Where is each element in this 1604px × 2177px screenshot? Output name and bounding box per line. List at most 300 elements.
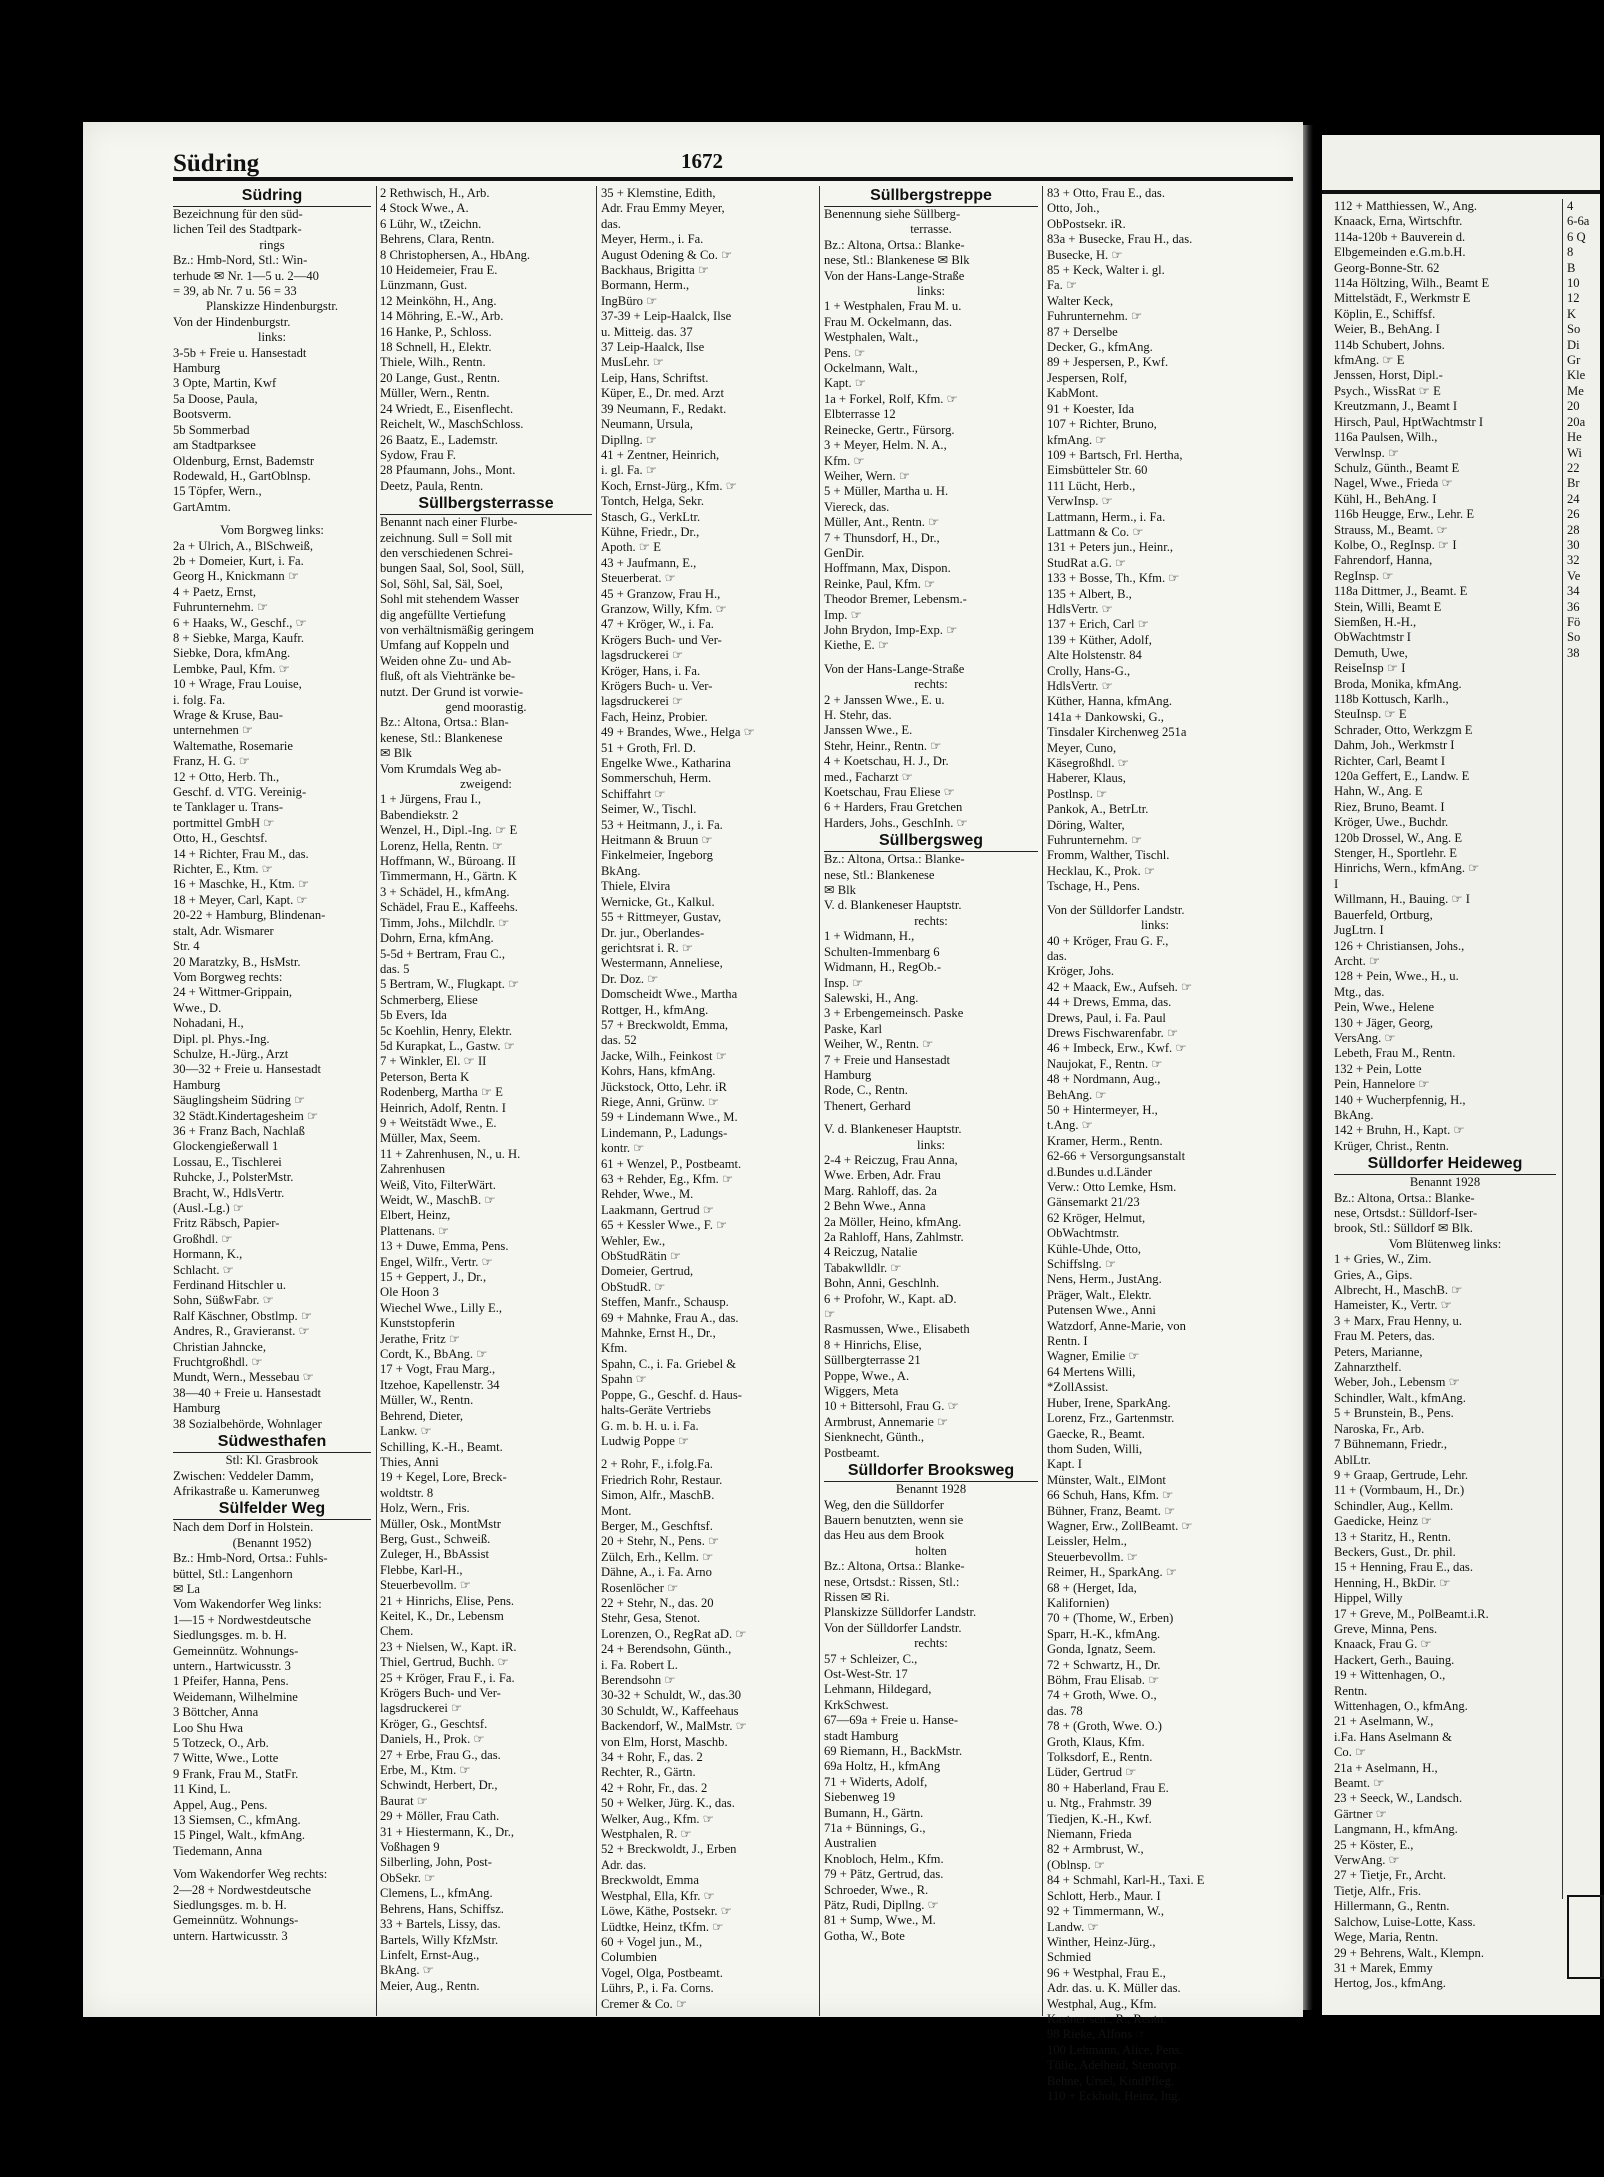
entry-line: Löwe, Käthe, Postsekr. ☞: [601, 1904, 732, 1919]
entry-line: Bootsverm.: [173, 407, 232, 422]
entry-line: Wwe. Erben, Adr. Frau: [824, 1168, 941, 1183]
entry-line: Von der Sülldorfer Landstr.: [1047, 902, 1185, 917]
entry-line: Lüdtke, Heinz, tKfm. ☞: [601, 1919, 724, 1934]
entry-line: Mont.: [601, 1503, 632, 1518]
entry-line: 133 + Bosse, Th., Kfm. ☞: [1047, 571, 1180, 586]
entry-line: 12 + Otto, Herb. Th.,: [173, 769, 280, 784]
entry-line: 118b Kottusch, Karlh.,: [1334, 692, 1449, 706]
entry-line: Bühner, Franz, Beamt. ☞: [1047, 1503, 1176, 1518]
entry-line: Großhdl. ☞: [173, 1231, 233, 1246]
entry-line: thom Suden, Willi,: [1047, 1441, 1143, 1456]
entry-line: Franz, H. G. ☞: [173, 754, 251, 769]
entry-line: u. Mitteig. das. 37: [601, 324, 693, 339]
entry-line: Albrecht, H., MaschB. ☞: [1334, 1283, 1463, 1298]
entry-line: 2 Rethwisch, H., Arb.: [380, 186, 490, 200]
entry-line: Dr. Doz. ☞: [601, 971, 659, 986]
entry-line: Gänsemarkt 21/23: [1047, 1195, 1140, 1210]
entry-line: Kunststopferin: [380, 1316, 455, 1331]
entry-line: Sydow, Frau F.: [380, 447, 456, 462]
entry-line: Bz.: Altona, Ortsa.: Blanke-: [824, 237, 965, 252]
entry-line: med., Facharzt ☞: [824, 769, 913, 784]
street-heading: Südring: [173, 186, 371, 207]
entry-line: Cordt, K., BbAng. ☞: [380, 1347, 488, 1362]
entry-line: 2 Behn Wwe., Anna: [824, 1199, 926, 1214]
entry-line: Berendsohn ☞: [601, 1673, 676, 1687]
entry-line: 38—40 + Freie u. Hansestadt: [173, 1385, 322, 1400]
entry-line: Bz.: Altona, Ortsa.: Blanke-: [824, 1559, 965, 1574]
entry-line: 5b Evers, Ida: [380, 1008, 447, 1023]
entry-line: Cremer & Co. ☞: [601, 1996, 688, 2011]
entry-line: 37 Leip-Haalck, Ilse: [601, 340, 705, 355]
entry-line: 91 + Koester, Ida: [1047, 401, 1135, 416]
entry-line: Lattmann, Herm., i. Fa.: [1047, 509, 1166, 524]
entry-line: Schädel, Frau E., Kaffeehs.: [380, 900, 518, 915]
entry-line: 6 + Harders, Frau Gretchen: [824, 800, 963, 815]
entry-line: Greve, Minna, Pens.: [1334, 1621, 1438, 1636]
entry-line: Lindemann, P., Ladungs-: [601, 1125, 728, 1140]
entry-line: Lebeth, Frau M., Rentn.: [1334, 1046, 1456, 1061]
entry-line: 38 Sozialbehörde, Wohnlager: [173, 1416, 322, 1431]
entry-line: Baurat ☞: [380, 1793, 429, 1808]
entry-line: Reichelt, W., MaschSchloss.: [380, 417, 524, 432]
entry-line: Tontch, Helga, Sekr.: [601, 494, 704, 509]
entry-line: Spahn, C., i. Fa. Griebel &: [601, 1356, 737, 1371]
entry-line: Gr: [1567, 353, 1581, 368]
entry-line: 26: [1567, 507, 1580, 522]
note-line: Benannt 1928: [895, 1482, 967, 1497]
entry-line: 142 + Bruhn, H., Kapt. ☞: [1334, 1123, 1465, 1138]
entry-line: Tolksdorf, E., Rentn.: [1047, 1750, 1153, 1765]
entry-line: Bracht, W., HdlsVertr.: [173, 1185, 285, 1200]
entry-line: Tiedemann, Anna: [173, 1843, 263, 1858]
entry-line: Babendiekstr. 2: [380, 807, 459, 822]
entry-line: 4 Reiczug, Natalie: [824, 1245, 918, 1260]
note-line: rechts:: [914, 677, 948, 692]
entry-line: ObWachtmstr.: [1047, 1226, 1120, 1241]
entry-line: Laakmann, Gertrud ☞: [601, 1202, 715, 1217]
entry-line: Frau M. Ockelmann, das.: [824, 314, 953, 329]
entry-line: Engelke Wwe., Katharina: [601, 756, 731, 771]
entry-line: 7 Bühnemann, Friedr.,: [1334, 1437, 1447, 1452]
entry-line: V. d. Blankeneser Hauptstr.: [824, 898, 962, 913]
entry-line: woldtstr. 8: [380, 1485, 434, 1500]
entry-line: Hamburg: [824, 1067, 872, 1082]
entry-line: Bartels, Willy KfzMstr.: [380, 1932, 499, 1947]
entry-line: 4: [1567, 199, 1574, 213]
entry-line: i.Fa. Hans Aselmann &: [1334, 1729, 1452, 1744]
entry-line: 70 + (Thome, W., Erben): [1047, 1611, 1174, 1626]
entry-line: 43 + Jaufmann, E.,: [601, 555, 697, 570]
entry-line: lichen Teil des Stadtpark-: [173, 222, 302, 237]
entry-line: 3 Böttcher, Anna: [173, 1705, 259, 1720]
entry-line: Hecklau, K., Prok. ☞: [1047, 863, 1156, 878]
entry-line: 114a Höltzing, Wilh., Beamt E: [1334, 276, 1490, 291]
entry-line: Stehr, Gesa, Stenot.: [601, 1611, 701, 1626]
entry-line: Elbert, Heinz,: [380, 1208, 451, 1223]
entry-line: Pankok, A., BetrLtr.: [1047, 802, 1149, 817]
entry-line: Küper, E., Dr. med. Arzt: [601, 386, 724, 401]
entry-line: Landw. ☞: [1047, 1919, 1099, 1934]
entry-line: So: [1567, 630, 1581, 645]
entry-line: Böhm, Frau Elisab. ☞: [1047, 1673, 1160, 1687]
entry-line: Gaecke, R., Beamt.: [1047, 1426, 1145, 1441]
street-heading: Süllbergstreppe: [824, 186, 1038, 207]
entry-line: Br: [1567, 476, 1580, 491]
entry-line: 84 + Schmahl, Karl-H., Taxi. E: [1047, 1873, 1205, 1888]
entry-line: Heitmann & Bruun ☞: [601, 833, 713, 848]
entry-line: 14 + Richter, Frau M., das.: [173, 846, 309, 861]
entry-line: das. 78: [1047, 1703, 1083, 1718]
entry-line: 27 + Tietje, Fr., Archt.: [1334, 1868, 1447, 1883]
entry-line: Neumann, Ursula,: [601, 417, 693, 432]
entry-line: Jerathe, Fritz ☞: [380, 1331, 461, 1346]
entry-line: Sol, Söhl, Sal, Säl, Soel,: [380, 576, 503, 591]
entry-line: Krögers Buch- und Ver-: [601, 632, 722, 647]
entry-line: Knaack, Erna, Wirtschftr.: [1334, 214, 1463, 229]
entry-line: Schilling, K.-H., Beamt.: [380, 1439, 503, 1454]
entry-line: Siebenweg 19: [824, 1790, 895, 1805]
entry-line: 29 + Möller, Frau Cath.: [380, 1809, 500, 1824]
entry-line: Heinrich, Adolf, Rentn. I: [380, 1100, 506, 1115]
entry-line: Bormann, Herm.,: [601, 278, 690, 293]
entry-line: kfmAng. ☞: [1047, 432, 1107, 447]
entry-line: das. 5: [380, 961, 410, 976]
entry-line: Dähne, A., i. Fa. Arno: [601, 1565, 712, 1580]
entry-line: Kohrs, Hans, kfmAng.: [601, 1064, 716, 1079]
entry-line: Armbrust, Annemarie ☞: [824, 1414, 949, 1429]
entry-line: Thiel, Gertrud, Buchh. ☞: [380, 1655, 509, 1670]
entry-line: 28: [1567, 522, 1580, 537]
entry-line: 27 + Erbe, Frau G., das.: [380, 1747, 501, 1762]
entry-line: Vom Wakendorfer Weg links:: [173, 1597, 322, 1612]
entry-line: 69a Holtz, H., kfmAng: [824, 1759, 941, 1774]
entry-line: 20-22 + Hamburg, Blindenan-: [173, 908, 326, 923]
entry-line: Schrader, Otto, Werkzgm E: [1334, 722, 1473, 737]
entry-line: Nohadani, H.,: [173, 1016, 244, 1031]
entry-line: Beamt. ☞: [1334, 1776, 1385, 1791]
entry-line: Müller, W., Rentn.: [380, 1393, 474, 1408]
entry-line: Frau M. Peters, das.: [1334, 1329, 1435, 1344]
note-line: links:: [1141, 918, 1169, 933]
entry-line: = 39, ab Nr. 7 u. 56 = 33: [173, 284, 297, 299]
entry-line: Loo Shu Hwa: [173, 1720, 243, 1735]
entry-line: 30: [1567, 537, 1580, 552]
entry-line: 15 Töpfer, Wern.,: [173, 484, 262, 499]
entry-line: untern., Hartwicusstr. 3: [173, 1658, 291, 1673]
entry-line: Bezeichnung für den süd-: [173, 207, 303, 221]
spacer: [1047, 895, 1263, 903]
entry-line: Vogel, Olga, Postbeamt.: [601, 1965, 723, 1980]
entry-line: 61 + Wenzel, P., Postbeamt.: [601, 1156, 742, 1171]
entry-line: Weiden ohne Zu- und Ab-: [380, 653, 512, 668]
entry-line: Apoth. ☞ E: [601, 540, 661, 555]
entry-line: 17 + Greve, M., PolBeamt.i.R.: [1334, 1606, 1489, 1621]
entry-line: Krüger, Christ., Rentn.: [1334, 1138, 1449, 1153]
entry-line: Flebbe, Karl-H.,: [380, 1562, 463, 1577]
entry-line: d.Bundes u.d.Länder: [1047, 1164, 1152, 1179]
entry-line: Granzow, Willy, Kfm. ☞: [601, 601, 727, 616]
entry-line: Pein, Wwe., Helene: [1334, 1000, 1435, 1015]
entry-line: Weg, den die Sülldorfer: [824, 1497, 944, 1512]
entry-line: Drews Fischwarenfabr. ☞: [1047, 1025, 1179, 1040]
entry-line: Koetschau, Frau Eliese ☞: [824, 785, 955, 800]
entry-line: Poppe, G., Geschf. d. Haus-: [601, 1387, 742, 1402]
entry-line: Welker, Aug., Kfm. ☞: [601, 1811, 714, 1826]
entry-line: 36: [1567, 599, 1580, 614]
entry-line: Siedlungsges. m. b. H.: [173, 1628, 287, 1643]
entry-line: 71a + Bünnings, G.,: [824, 1821, 926, 1836]
entry-line: 118a Dittmer, J., Beamt. E: [1334, 584, 1468, 599]
entry-line: Zahrenhusen: [380, 1162, 446, 1177]
entry-line: Finkelmeier, Ingeborg: [601, 848, 713, 863]
entry-line: Tschage, H., Pens.: [1047, 879, 1140, 894]
entry-line: stadt Hamburg: [824, 1728, 899, 1743]
entry-line: Dipl. pl. Phys.-Ing.: [173, 1031, 270, 1046]
entry-line: Backhaus, Brigitta ☞: [601, 263, 710, 278]
entry-line: i. gl. Fa. ☞: [601, 463, 658, 478]
directory-page: [83, 122, 1303, 2103]
entry-line: 82 + Armbrust, W.,: [1047, 1842, 1144, 1857]
entry-line: Jückstock, Otto, Lehr. iR: [601, 1079, 727, 1094]
entry-line: Naujokat, F., Rentn. ☞: [1047, 1056, 1163, 1071]
entry-line: Berg, Gust., Schweiß.: [380, 1531, 491, 1546]
column-divider: [376, 186, 377, 2016]
entry-line: Ost-West-Str. 17: [824, 1666, 908, 1681]
page-number: 1672: [681, 149, 723, 173]
entry-line: portmittel GmbH ☞: [173, 815, 275, 830]
entry-line: Knobloch, Helm., Kfm.: [824, 1851, 944, 1866]
entry-line: nese, Stl.: Blankenese: [824, 867, 935, 882]
entry-line: Vom Krumdals Weg ab-: [380, 761, 502, 776]
entry-line: Stenger, H., Sportlehr. E: [1334, 846, 1457, 861]
entry-line: ReiseInsp ☞ I: [1334, 661, 1406, 676]
entry-line: 116b Heugge, Erw., Lehr. E: [1334, 507, 1475, 522]
entry-line: 3 + Erbengemeinsch. Paske: [824, 1006, 964, 1021]
entry-line: Kolbe, O., RegInsp. ☞ I: [1334, 537, 1457, 552]
entry-line: Lattmann & Co. ☞: [1047, 524, 1144, 539]
entry-line: am Stadtparksee: [173, 438, 256, 453]
entry-line: Pätz, Rudi, Dipllng. ☞: [824, 1898, 939, 1913]
entry-line: Elbterrasse 12: [824, 407, 896, 422]
entry-line: Str. 4: [173, 939, 200, 954]
entry-line: Rodenberg, Martha ☞ E: [380, 1085, 503, 1100]
entry-line: Bauerfeld, Ortburg,: [1334, 907, 1433, 922]
entry-line: Gonda, Ignatz, Seem.: [1047, 1642, 1156, 1657]
entry-line: 69 Riemann, H., BackMstr.: [824, 1744, 963, 1758]
entry-line: ObSekr. ☞: [380, 1870, 436, 1885]
entry-line: Müller, Wern., Rentn.: [380, 386, 490, 401]
entry-line: Dipllng. ☞: [601, 432, 658, 447]
entry-line: Deetz, Paula, Rentn.: [380, 478, 484, 493]
entry-line: 15 + Henning, Frau E., das.: [1334, 1560, 1473, 1575]
entry-line: Elbgemeinden e.G.m.b.H.: [1334, 245, 1466, 260]
entry-line: Fuhrunternehm. ☞: [1047, 309, 1143, 324]
entry-line: Kfm. ☞: [824, 453, 865, 468]
entry-line: 78 + (Groth, Wwe. O.): [1047, 1719, 1162, 1734]
entry-line: Wi: [1567, 445, 1582, 460]
entry-line: Weidemann, Wilhelmine: [173, 1689, 298, 1704]
entry-line: 24 + Berendsohn, Günth.,: [601, 1642, 732, 1657]
entry-line: Zwischen: Veddeler Damm,: [173, 1468, 314, 1483]
entry-line: Dahm, Joh., Werkmstr I: [1334, 738, 1455, 753]
entry-line: 110 + Eckholt, Heinz, Ing.: [1047, 2088, 1181, 2103]
entry-line: Hackert, Gerh., Bauing.: [1334, 1652, 1455, 1667]
entry-line: BkAng.: [601, 863, 641, 878]
column-divider: [1562, 199, 1563, 1899]
entry-line: 141a + Dankowski, G.,: [1047, 709, 1164, 724]
entry-line: 5d Kurapkat, L., Gastw. ☞: [380, 1038, 515, 1053]
entry-line: 4 Stock Wwe., A.: [380, 201, 469, 216]
entry-line: Von der Hindenburgstr.: [173, 314, 291, 329]
entry-line: Hoffmann, Max, Dispon.: [824, 561, 951, 576]
entry-line: Süllbergterrasse 21: [824, 1353, 921, 1368]
entry-line: 24 + Wittmer-Grippain,: [173, 985, 293, 1000]
entry-line: StudRat a.G. ☞: [1047, 555, 1127, 570]
entry-line: Verw.: Otto Lemke, Hsm.: [1047, 1180, 1177, 1194]
entry-line: Stehr, Heinr., Rentn. ☞: [824, 738, 942, 753]
note-line: gend moorastig.: [445, 700, 527, 714]
entry-line: 51 + Groth, Frl. D.: [601, 740, 696, 755]
entry-line: Verwlnsp. ☞: [1334, 445, 1400, 460]
column-divider: [1042, 186, 1043, 2016]
entry-line: Weiher, W., Rentn. ☞: [824, 1037, 934, 1052]
entry-line: Berger, M., Geschftsf.: [601, 1518, 713, 1533]
entry-line: Strauss, M., Beamt. ☞: [1334, 522, 1448, 537]
entry-line: Müller, Max, Seem.: [380, 1131, 481, 1146]
entry-line: Gries, A., Gips.: [1334, 1267, 1413, 1282]
entry-line: Busecke, H. ☞: [1047, 247, 1123, 262]
entry-line: Poppe, Wwe., A.: [824, 1368, 910, 1383]
entry-line: Behrens, Hans, Schiffsz.: [380, 1901, 504, 1916]
entry-line: 15 + Geppert, J., Dr.,: [380, 1270, 487, 1285]
entry-line: Meyer, Herm., i. Fa.: [601, 232, 704, 247]
entry-line: 7 + Winkler, El. ☞ II: [380, 1054, 487, 1069]
note-line: Vom Blütenweg links:: [1388, 1236, 1502, 1251]
entry-line: lagsdruckerei ☞: [380, 1701, 463, 1716]
entry-line: 38: [1567, 645, 1580, 660]
entry-line: Salewski, H., Ang.: [824, 990, 919, 1005]
entry-line: (Oblnsp. ☞: [1047, 1857, 1106, 1872]
entry-line: Pein, Hannelore ☞: [1334, 1077, 1430, 1092]
entry-line: Steffen, Manfr., Schausp.: [601, 1295, 729, 1310]
entry-line: Wrage & Kruse, Bau-: [173, 708, 283, 722]
entry-line: 20 Maratzky, B., HsMstr.: [173, 954, 301, 969]
entry-line: Thies, Anni: [380, 1454, 439, 1469]
entry-line: 116a Paulsen, Wilh.,: [1334, 430, 1438, 445]
entry-line: Keitel, K., Dr., Lebensm: [380, 1608, 504, 1623]
entry-line: 29 + Behrens, Walt., Klempn.: [1334, 1945, 1484, 1960]
entry-line: 34: [1567, 584, 1580, 599]
entry-line: Glockengießerwall 1: [173, 1139, 279, 1154]
note-line: (Benannt 1952): [232, 1535, 312, 1550]
entry-line: Timm, Johs., Milchdlr. ☞: [380, 915, 510, 930]
entry-line: Erbe, M., Ktm. ☞: [380, 1763, 471, 1778]
entry-line: 1a + Forkel, Rolf, Kfm. ☞: [824, 391, 958, 406]
entry-line: Kramer, Herm., Rentn.: [1047, 1133, 1163, 1148]
entry-line: Fach, Heinz, Probier.: [601, 709, 708, 724]
entry-line: IngBüro ☞: [601, 293, 658, 308]
entry-line: Postbeamt.: [824, 1445, 880, 1460]
spacer: [824, 1114, 1038, 1122]
entry-line: 9 + Graap, Gertrude, Lehr.: [1334, 1467, 1469, 1482]
entry-line: 11 + Zahrenhusen, N., u. H.: [380, 1146, 521, 1161]
entry-line: 1 + Widmann, H.,: [824, 929, 915, 944]
entry-line: 30 Schuldt, W., Kaffeehaus: [601, 1703, 739, 1718]
entry-line: 72 + Schwartz, H., Dr.: [1047, 1657, 1161, 1672]
entry-line: Riege, Anni, Grünw. ☞: [601, 1094, 720, 1109]
entry-line: Kröger, Uwe., Buchdr.: [1334, 815, 1449, 830]
entry-line: I: [1334, 876, 1339, 891]
entry-line: Richter, Carl, Beamt I: [1334, 753, 1446, 768]
entry-line: Naroska, Fr., Arb.: [1334, 1421, 1425, 1436]
entry-line: Tietje, Alfr., Fris.: [1334, 1883, 1422, 1898]
entry-line: Di: [1567, 337, 1580, 352]
entry-line: 96 + Westphal, Frau E.,: [1047, 1965, 1166, 1980]
entry-line: 85 + Keck, Walter i. gl.: [1047, 263, 1165, 278]
entry-line: 21a + Aselmann, H.,: [1334, 1760, 1438, 1775]
entry-line: kfmAng. ☞ E: [1334, 353, 1405, 368]
spacer: [824, 654, 1038, 662]
entry-line: Engel, Wilfr., Vertr. ☞: [380, 1254, 493, 1269]
entry-line: Steuerbevollm. ☞: [1047, 1549, 1139, 1564]
column-3: [601, 186, 815, 2012]
entry-line: Adr. Frau Emmy Meyer,: [601, 201, 725, 216]
entry-line: 2—28 + Nordwestdeutsche: [173, 1882, 311, 1897]
note-line: links:: [917, 284, 945, 299]
entry-line: Kühle-Uhde, Otto,: [1047, 1241, 1142, 1256]
entry-line: Australien: [824, 1836, 877, 1851]
street-heading: Südwesthafen: [173, 1432, 371, 1453]
note-line: Benannt 1928: [1409, 1175, 1481, 1190]
entry-line: Küther, Hanna, kfmAng.: [1047, 694, 1173, 709]
entry-line: JugLtrn. I: [1334, 923, 1384, 938]
entry-line: 2a Möller, Heino, kfmAng.: [824, 1214, 962, 1229]
entry-line: 36 + Franz Bach, Nachlaß: [173, 1123, 305, 1138]
entry-line: 44 + Drews, Emma, das.: [1047, 995, 1172, 1010]
entry-line: 5b Sommerbad: [173, 422, 250, 437]
entry-line: Georg-Bonne-Str. 62: [1334, 260, 1440, 275]
entry-line: Crolly, Hans-G.,: [1047, 663, 1131, 678]
entry-line: 64 Mertens Willi,: [1047, 1364, 1136, 1379]
entry-line: Domscheidt Wwe., Martha: [601, 987, 738, 1002]
entry-line: 13 + Duwe, Emma, Pens.: [380, 1239, 509, 1254]
entry-line: 12 Meinköhn, H., Ang.: [380, 293, 497, 308]
entry-line: Bz.: Hmb-Nord, Stl.: Win-: [173, 253, 308, 268]
entry-line: Timmermann, H., Gärtn. K: [380, 869, 518, 884]
entry-line: 89 + Jespersen, P., Kwf.: [1047, 355, 1169, 370]
entry-line: 10 Heidemeier, Frau E.: [380, 263, 498, 278]
entry-line: Langmann, H., kfmAng.: [1334, 1822, 1458, 1837]
entry-line: zeichnung. Sull = Soll mit: [380, 530, 512, 545]
entry-line: Seimer, W., Tischl.: [601, 802, 697, 817]
entry-line: Tabakwlldlr. ☞: [824, 1260, 902, 1275]
entry-line: Stein, Willi, Beamt E: [1334, 599, 1442, 614]
entry-line: Rehder, Wwe., M.: [601, 1187, 694, 1202]
entry-line: 7 + Freie und Hansestadt: [824, 1052, 951, 1067]
entry-line: Watzdorf, Anne-Marie, von: [1047, 1318, 1186, 1333]
entry-line: Lankw. ☞: [380, 1424, 432, 1439]
entry-line: Me: [1567, 383, 1584, 398]
entry-line: Groth, Klaus, Kfm.: [1047, 1734, 1145, 1749]
entry-line: Ole Hoon 3: [380, 1285, 439, 1300]
entry-line: Dr. jur., Oberlandes-: [601, 925, 705, 940]
entry-line: Siemßen, H.-H.,: [1334, 614, 1417, 629]
entry-line: Hamburg: [173, 1077, 221, 1092]
entry-line: 83 + Otto, Frau E., das.: [1047, 186, 1165, 200]
entry-line: 63 + Rehder, Eg., Kfm. ☞: [601, 1172, 734, 1186]
entry-line: Kastner sen., R., Rentn.: [1047, 2011, 1167, 2026]
entry-line: Stasch, G., VerkLtr.: [601, 509, 701, 524]
